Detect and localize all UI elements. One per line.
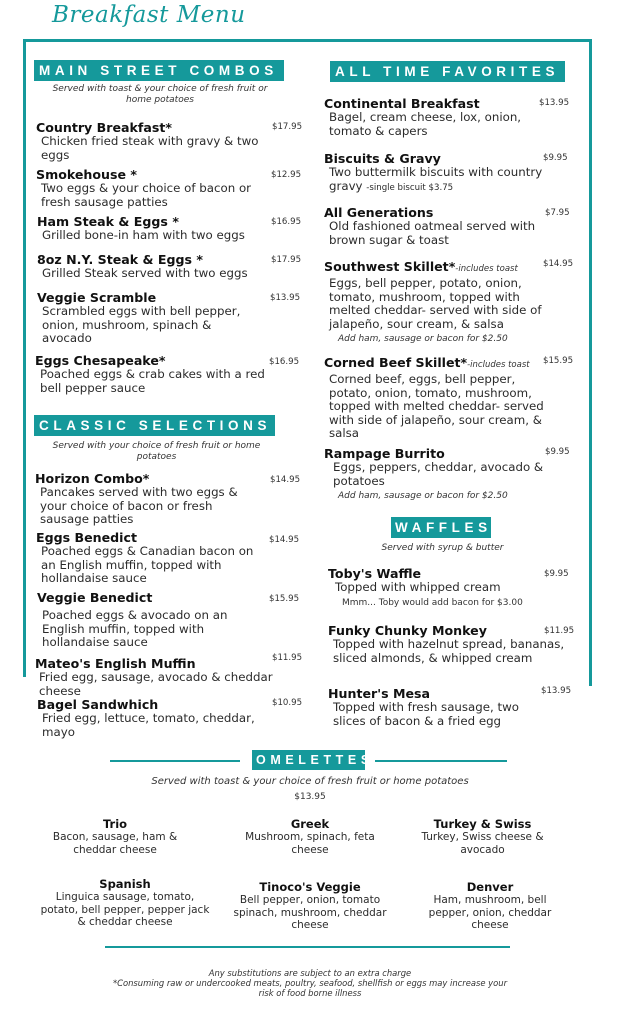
item-price: $14.95	[543, 259, 574, 269]
item-desc: Poached eggs & avocado on an English muffin, topped with hollandaise sauce	[42, 608, 228, 649]
footer-substitutions: Any substitutions are subject to an extra charge	[208, 968, 412, 978]
section-heading: CLASSIC SELECTIONS	[34, 415, 275, 436]
menu-item	[37, 697, 272, 739]
item-name: Horizon Combo*	[35, 471, 150, 486]
item-price: $15.95	[269, 594, 300, 604]
section-heading: WAFFLES	[391, 517, 491, 538]
omelette-name: Greek	[290, 817, 330, 831]
omelettes-rule-left	[110, 760, 240, 762]
item-desc: Corned beef, eggs, bell pepper, potato, onion, tomato, mushroom, topped with melted cheddar- served with side of jalapeño, sour cream, & salsa	[329, 372, 544, 440]
menu-item	[324, 446, 544, 501]
item-price: $11.95	[544, 626, 575, 636]
omelette-item	[230, 880, 390, 932]
menu-item	[324, 151, 564, 195]
menu-item	[328, 686, 548, 728]
section-subtitle: Served with syrup & butter	[381, 543, 504, 553]
item-price: $13.95	[270, 293, 301, 303]
omelettes-price: $13.95	[294, 792, 326, 802]
item-desc: Scrambled eggs with bell pepper, onion, mushroom, spinach & avocado	[42, 304, 241, 345]
item-desc: Fried egg, lettuce, tomato, cheddar, mayo	[42, 711, 255, 739]
section-heading: OMELETTES	[252, 750, 365, 770]
item-price: $9.95	[543, 153, 568, 163]
item-desc	[329, 166, 564, 195]
section-subtitle: Served with toast & your choice of fresh fruit or home potatoes	[52, 84, 268, 105]
item-price: $17.95	[271, 255, 302, 265]
item-desc: Topped with whipped cream	[335, 580, 501, 594]
item-desc-text: Two buttermilk biscuits with country gravy	[329, 165, 543, 193]
item-name: Veggie Scramble	[37, 290, 157, 305]
item-desc: Old fashioned oatmeal served with brown sugar & toast	[329, 219, 536, 247]
inline-note: -single biscuit $3.75	[366, 182, 454, 193]
menu-item	[37, 590, 252, 650]
menu-item	[37, 214, 267, 243]
name-note: -includes toast	[467, 360, 530, 370]
item-name	[324, 355, 544, 373]
item-desc: Eggs, peppers, cheddar, avocado & potatoes	[333, 460, 544, 488]
item-desc: Grilled Steak served with two eggs	[42, 266, 248, 280]
item-name: Toby's Waffle	[328, 566, 422, 581]
item-name-text: Corned Beef Skillet*	[324, 355, 468, 370]
item-price: $14.95	[270, 475, 301, 485]
menu-item	[35, 353, 265, 395]
item-name: Rampage Burrito	[324, 446, 445, 461]
omelette-name: Spanish	[99, 877, 151, 891]
frame-left-border	[23, 39, 26, 677]
item-price: $16.95	[271, 217, 302, 227]
item-desc: Fried egg, sausage, avocado & cheddar cheese	[39, 670, 273, 698]
menu-item	[328, 623, 568, 665]
omelette-item	[240, 817, 380, 856]
omelette-item	[40, 877, 210, 929]
item-desc: Bagel, cream cheese, lox, onion, tomato & capers	[329, 110, 522, 138]
item-price: $17.95	[272, 122, 303, 132]
omelette-name: Tinoco's Veggie	[259, 880, 361, 894]
item-price: $12.95	[271, 170, 302, 180]
omelette-name: Denver	[466, 880, 514, 894]
item-desc: Grilled bone-in ham with two eggs	[42, 228, 245, 242]
omelette-desc: Bell pepper, onion, tomato spinach, mushroom, cheddar cheese	[233, 894, 387, 931]
item-desc: Topped with hazelnut spread, bananas, sliced almonds, & whipped cream	[333, 637, 565, 665]
footer-food-warning: *Consuming raw or undercooked meats, poultry, seafood, shellfish or eggs may increase your risk of food borne illness	[112, 978, 508, 998]
item-name: Hunter's Mesa	[328, 686, 431, 701]
omelette-name: Turkey & Swiss	[433, 817, 532, 831]
omelette-desc: Linguica sausage, tomato, potato, bell pepper, pepper jack & cheddar cheese	[40, 891, 210, 928]
menu-item	[324, 259, 544, 344]
menu-item	[324, 355, 544, 441]
item-name: Bagel Sandwhich	[37, 697, 159, 712]
item-price: $15.95	[543, 356, 574, 366]
section-heading: ALL TIME FAVORITES	[330, 61, 565, 82]
omelette-desc: Mushroom, spinach, feta cheese	[245, 831, 375, 856]
menu-item	[324, 96, 559, 138]
item-name: Veggie Benedict	[37, 590, 153, 605]
item-name: 8oz N.Y. Steak & Eggs *	[37, 252, 204, 267]
omelette-item	[410, 817, 555, 856]
menu-item	[328, 566, 558, 608]
menu-item	[35, 656, 290, 698]
item-price: $9.95	[544, 569, 569, 579]
item-desc: Two eggs & your choice of bacon or fresh sausage patties	[41, 181, 252, 209]
omelettes-rule-right	[375, 760, 507, 762]
item-name: Eggs Benedict	[36, 530, 137, 545]
omelettes-bottom-rule	[105, 946, 510, 948]
item-name: Smokehouse *	[36, 167, 138, 182]
menu-item	[37, 290, 262, 346]
menu-title: Breakfast Menu	[52, 2, 246, 28]
item-price: $13.95	[541, 686, 572, 696]
item-price: $9.95	[545, 447, 570, 457]
section-heading: MAIN STREET COMBOS	[34, 60, 284, 81]
item-addon: Add ham, sausage or bacon for $2.50	[338, 334, 508, 344]
menu-item	[36, 530, 271, 586]
omelette-name: Trio	[102, 817, 128, 831]
item-addon: Add ham, sausage or bacon for $2.50	[338, 491, 508, 501]
item-name: Funky Chunky Monkey	[328, 623, 487, 638]
item-desc: Eggs, bell pepper, potato, onion, tomato, mushroom, topped with melted cheddar- served with side of jalapeño, sour cream, & salsa	[329, 276, 542, 331]
omelette-item	[40, 817, 190, 856]
menu-item	[35, 471, 260, 527]
item-price: $11.95	[272, 653, 303, 663]
item-name-text: Southwest Skillet*	[324, 259, 456, 274]
menu-item	[324, 205, 559, 247]
section-subtitle: Served with toast & your choice of fresh fruit or home potatoes	[151, 776, 469, 787]
omelette-desc: Bacon, sausage, ham & cheddar cheese	[52, 831, 178, 856]
omelette-desc: Turkey, Swiss cheese & avocado	[421, 831, 544, 856]
item-price: $10.95	[272, 698, 303, 708]
item-name: Country Breakfast*	[36, 120, 172, 135]
item-name: Eggs Chesapeake*	[35, 353, 166, 368]
frame-top-border	[23, 39, 591, 42]
item-price: $16.95	[269, 357, 300, 367]
item-name: Mateo's English Muffin	[35, 656, 196, 671]
item-desc: Topped with fresh sausage, two slices of bacon & a fried egg	[333, 700, 520, 728]
item-price: $7.95	[545, 208, 570, 218]
item-name: All Generations	[324, 205, 434, 220]
omelette-desc: Ham, mushroom, bell pepper, onion, cheddar cheese	[428, 894, 552, 931]
menu-item	[36, 120, 266, 162]
omelette-item	[420, 880, 560, 932]
item-price: $13.95	[539, 98, 570, 108]
menu-item	[36, 167, 266, 209]
frame-right-border	[589, 39, 592, 686]
item-name: Ham Steak & Eggs *	[37, 214, 179, 229]
menu-item	[37, 252, 272, 281]
name-note: -includes toast	[455, 264, 518, 274]
item-price: $14.95	[269, 535, 300, 545]
item-desc: Pancakes served with two eggs & your choice of bacon or fresh sausage patties	[40, 485, 238, 526]
item-name: Continental Breakfast	[324, 96, 480, 111]
item-desc: Chicken fried steak with gravy & two eggs	[41, 134, 259, 162]
item-desc: Poached eggs & crab cakes with a red bell pepper sauce	[40, 367, 265, 395]
item-name: Biscuits & Gravy	[324, 151, 441, 166]
item-desc: Poached eggs & Canadian bacon on an English muffin, topped with hollandaise sauce	[41, 544, 254, 585]
item-name	[324, 259, 544, 277]
section-subtitle: Served with your choice of fresh fruit or home potatoes	[52, 441, 261, 462]
item-addon: Mmm... Toby would add bacon for $3.00	[342, 597, 523, 608]
